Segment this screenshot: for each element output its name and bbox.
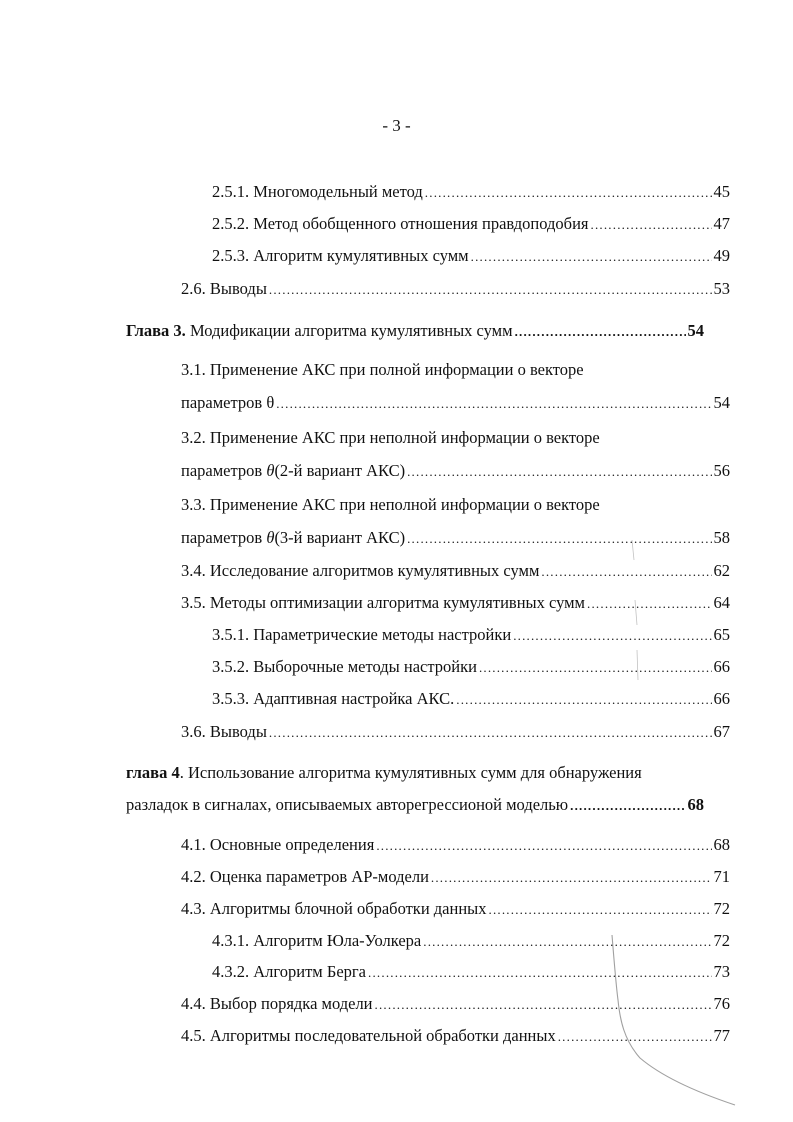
toc-entry-page: 58 — [713, 528, 730, 547]
toc-entry-title-suffix: (3-й вариант АКС) — [274, 528, 406, 547]
toc-entry-title: 3.5.1. Параметрические методы настройки — [212, 625, 512, 644]
toc-entry-page: 54 — [713, 393, 730, 412]
toc-entry-title: 3.4. Исследование алгоритмов кумулятивных сумм — [181, 561, 540, 580]
chapter-label: глава 4 — [126, 763, 180, 782]
toc-entry-page: 72 — [713, 899, 730, 918]
toc-entry-page: 66 — [713, 657, 730, 676]
toc-entry-title: 3.5.2. Выборочные методы настройки — [212, 657, 477, 676]
toc-entry-3-2-line1: 3.2. Применение АКС при неполной информации о векторе — [181, 428, 600, 447]
toc-entry-title: 2.5.1. Многомодельный метод — [212, 182, 423, 201]
toc-entry-page: 45 — [713, 182, 730, 201]
toc-entry-page: 62 — [713, 561, 730, 580]
toc-entry-page: 64 — [713, 593, 730, 612]
toc-entry-3-3-line1: 3.3. Применение АКС при неполной информации о векторе — [181, 495, 600, 514]
chapter-label: Глава 3. — [126, 321, 186, 340]
toc-entry-page: 77 — [713, 1026, 730, 1045]
toc-entry-title: 2.6. Выводы — [181, 279, 267, 298]
toc-entry-page: 56 — [713, 461, 730, 480]
toc-entry-page: 68 — [713, 835, 730, 854]
page-number: - 3 - — [382, 116, 411, 135]
toc-entry-title: 4.5. Алгоритмы последовательной обработки данных — [181, 1026, 556, 1045]
toc-entry-page: 53 — [713, 279, 730, 298]
toc-entry-page: 49 — [713, 246, 730, 265]
chapter-title: . Использование алгоритма кумулятивных сумм для обнаружения — [179, 763, 642, 782]
chapter-title: Модификации алгоритма кумулятивных сумм — [185, 321, 513, 340]
toc-entry-3-1-line1: 3.1. Применение АКС при полной информации о векторе — [181, 360, 584, 379]
toc-entry-page: 47 — [713, 214, 730, 233]
toc-entry-title-suffix: (2-й вариант АКС) — [274, 461, 406, 480]
toc-entry-page: 54 — [687, 321, 704, 340]
toc-entry-title: 4.3.2. Алгоритм Берга — [212, 962, 367, 981]
toc-entry-title: 4.4. Выбор порядка модели — [181, 994, 373, 1013]
toc-entry-title: 3.5.3. Адаптивная настройка АКС. — [212, 689, 455, 708]
toc-entry-title: 4.3. Алгоритмы блочной обработки данных — [181, 899, 487, 918]
toc-entry-page: 72 — [713, 931, 730, 950]
toc-entry-page: 66 — [713, 689, 730, 708]
theta-symbol: θ — [266, 461, 275, 480]
toc-entry-page: 65 — [713, 625, 730, 644]
toc-entry-title: параметров θ — [181, 393, 275, 412]
toc-entry-page: 73 — [713, 962, 730, 981]
toc-entry-title: 4.3.1. Алгоритм Юла-Уолкера — [212, 931, 422, 950]
toc-entry-page: 67 — [713, 722, 730, 741]
toc-entry-page: 68 — [687, 795, 704, 814]
toc-entry-title: 3.5. Методы оптимизации алгоритма кумулятивных сумм — [181, 593, 586, 612]
toc-entry-page: 71 — [713, 867, 730, 886]
toc-entry-title: 3.6. Выводы — [181, 722, 267, 741]
toc-entry-title: 4.2. Оценка параметров АР-модели — [181, 867, 429, 886]
toc-entry-title: 4.1. Основные определения — [181, 835, 375, 854]
toc-entry-title: 2.5.2. Метод обобщенного отношения правдоподобия — [212, 214, 589, 233]
toc-entry-title: параметров — [181, 461, 267, 480]
theta-symbol: θ — [266, 528, 275, 547]
chapter-title-line2: разладок в сигналах, описываемых авторегрессионой моделью — [126, 795, 569, 814]
toc-entry-title: параметров — [181, 528, 267, 547]
toc-entry-page: 76 — [713, 994, 730, 1013]
toc-entry-title: 2.5.3. Алгоритм кумулятивных сумм — [212, 246, 469, 265]
